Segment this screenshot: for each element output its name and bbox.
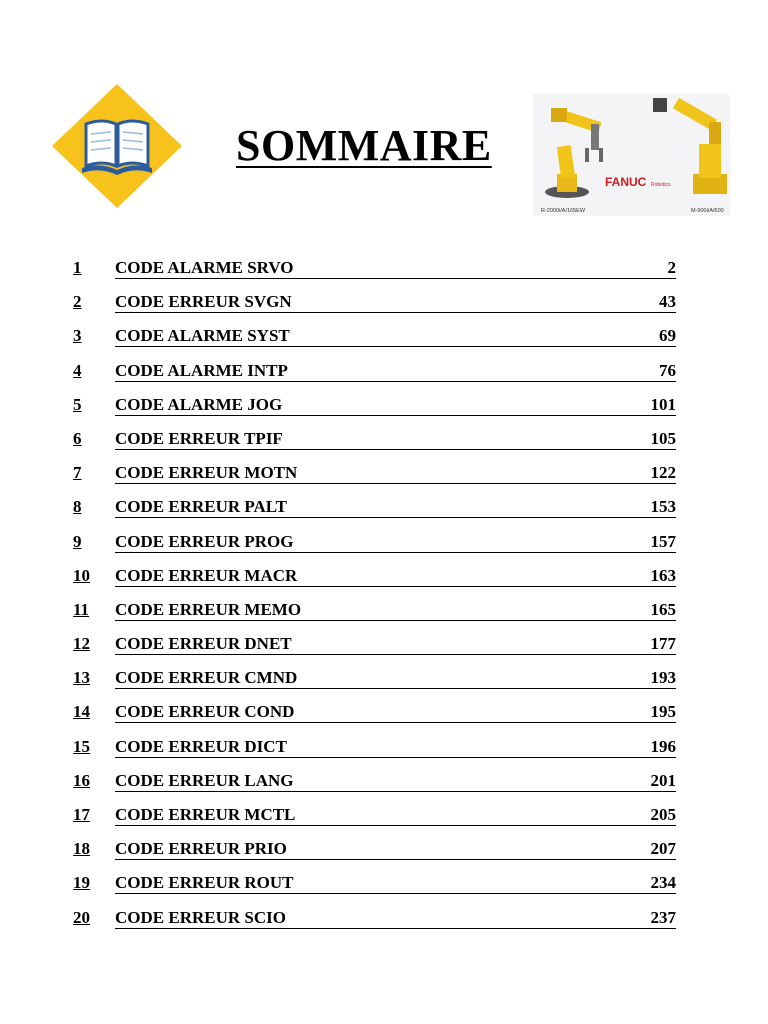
toc-row[interactable] xyxy=(73,805,676,839)
toc-row[interactable] xyxy=(73,839,676,873)
toc-number: 18 xyxy=(73,839,90,859)
toc-title: CODE ERREUR MOTN xyxy=(115,463,298,483)
toc-entry[interactable] xyxy=(115,668,676,689)
toc-page-number: 165 xyxy=(650,599,676,619)
caption-left: R-2000i/A/165EW xyxy=(541,208,586,214)
toc-entry[interactable] xyxy=(115,292,676,313)
toc-title: CODE ERREUR PROG xyxy=(115,531,294,551)
toc-row[interactable] xyxy=(73,463,676,497)
fanuc-brand-sub: Robotics xyxy=(651,182,671,188)
toc-page-number: 105 xyxy=(650,428,676,448)
toc-number: 19 xyxy=(73,873,90,893)
toc-title: CODE ERREUR COND xyxy=(115,702,295,722)
toc-entry[interactable] xyxy=(115,566,676,587)
toc-number: 5 xyxy=(73,394,82,414)
toc-entry[interactable] xyxy=(115,839,676,860)
toc-row[interactable] xyxy=(73,258,676,292)
toc-page-number: 207 xyxy=(650,839,676,859)
toc-number: 4 xyxy=(73,360,82,380)
toc-row[interactable] xyxy=(73,292,676,326)
toc-row[interactable] xyxy=(73,908,676,942)
toc-row[interactable] xyxy=(73,737,676,771)
toc-number: 2 xyxy=(73,292,82,312)
toc-entry[interactable] xyxy=(115,702,676,723)
toc-title: CODE ERREUR DICT xyxy=(115,736,287,756)
toc-row[interactable] xyxy=(73,566,676,600)
toc-page-number: 122 xyxy=(650,463,676,483)
toc-title: CODE ALARME SRVO xyxy=(115,258,294,277)
toc-entry[interactable] xyxy=(115,429,676,450)
toc-entry[interactable] xyxy=(115,737,676,758)
book-diamond-icon xyxy=(50,82,184,210)
toc-entry[interactable] xyxy=(115,361,676,382)
toc-number: 7 xyxy=(73,463,82,483)
toc-number: 3 xyxy=(73,326,82,346)
toc-row[interactable] xyxy=(73,326,676,360)
toc-number: 11 xyxy=(73,599,90,619)
toc-number: 9 xyxy=(73,531,82,551)
toc-title: CODE ERREUR MCTL xyxy=(115,805,296,824)
toc-page-number: 163 xyxy=(650,565,676,585)
toc-number: 12 xyxy=(73,634,90,654)
toc-page-number: 195 xyxy=(650,702,676,722)
toc-title: CODE ERREUR CMND xyxy=(115,668,298,688)
toc-page-number: 234 xyxy=(650,873,676,893)
toc-title: CODE ERREUR MACR xyxy=(115,565,298,585)
fanuc-brand: FANUC xyxy=(605,175,647,189)
toc-page-number: 101 xyxy=(650,394,676,414)
toc-entry[interactable] xyxy=(115,600,676,621)
toc-row[interactable] xyxy=(73,361,676,395)
toc-page-number: 157 xyxy=(650,531,676,551)
toc-row[interactable] xyxy=(73,668,676,702)
toc-number: 1 xyxy=(73,258,82,277)
toc-entry[interactable] xyxy=(115,326,676,347)
caption-right: M-900i/A/600 xyxy=(691,208,724,214)
toc-title: CODE ERREUR PALT xyxy=(115,497,287,517)
toc-page-number: 193 xyxy=(650,668,676,688)
toc-page-number: 201 xyxy=(650,770,676,790)
toc-number: 13 xyxy=(73,668,90,688)
toc-entry[interactable] xyxy=(115,463,676,484)
toc-row[interactable] xyxy=(73,702,676,736)
toc-row[interactable] xyxy=(73,771,676,805)
toc-title: CODE ALARME SYST xyxy=(115,326,290,346)
toc-entry[interactable] xyxy=(115,908,676,929)
toc-title: CODE ERREUR LANG xyxy=(115,770,294,790)
toc-page-number: 205 xyxy=(650,805,676,824)
toc-number: 6 xyxy=(73,428,82,448)
toc-number: 17 xyxy=(73,805,90,824)
toc-number: 16 xyxy=(73,770,90,790)
toc-page-number: 76 xyxy=(659,360,676,380)
toc-entry[interactable] xyxy=(115,532,676,553)
toc-entry[interactable] xyxy=(115,497,676,518)
toc-title: CODE ALARME INTP xyxy=(115,360,288,380)
toc-title: CODE ERREUR SCIO xyxy=(115,907,286,927)
toc-row[interactable] xyxy=(73,532,676,566)
toc-entry[interactable] xyxy=(115,873,676,894)
toc-title: CODE ERREUR DNET xyxy=(115,634,292,654)
toc-title: CODE ERREUR MEMO xyxy=(115,599,302,619)
toc-entry[interactable] xyxy=(115,771,676,792)
toc-entry[interactable] xyxy=(115,395,676,416)
toc-page-number: 237 xyxy=(650,907,676,927)
toc-row[interactable] xyxy=(73,395,676,429)
toc-number: 20 xyxy=(73,907,90,927)
toc-entry[interactable] xyxy=(115,634,676,655)
toc-row[interactable] xyxy=(73,497,676,531)
toc-row[interactable] xyxy=(73,429,676,463)
toc-number: 10 xyxy=(73,565,90,585)
toc-row[interactable] xyxy=(73,634,676,668)
toc-number: 15 xyxy=(73,736,90,756)
table-of-contents xyxy=(73,258,676,942)
toc-page-number: 2 xyxy=(667,258,676,277)
toc-row[interactable] xyxy=(73,873,676,907)
fanuc-robots-photo xyxy=(533,94,730,216)
toc-page-number: 69 xyxy=(659,326,676,346)
toc-title: CODE ERREUR ROUT xyxy=(115,873,294,893)
toc-title: CODE ALARME JOG xyxy=(115,394,283,414)
toc-title: CODE ERREUR SVGN xyxy=(115,292,292,312)
toc-entry[interactable] xyxy=(115,805,676,826)
toc-page-number: 153 xyxy=(650,497,676,517)
toc-title: CODE ERREUR TPIF xyxy=(115,428,283,448)
toc-page-number: 196 xyxy=(650,736,676,756)
toc-title: CODE ERREUR PRIO xyxy=(115,839,287,859)
toc-page-number: 43 xyxy=(659,292,676,312)
toc-number: 8 xyxy=(73,497,82,517)
toc-row[interactable] xyxy=(73,600,676,634)
page-title: SOMMAIRE xyxy=(236,121,492,170)
toc-entry[interactable] xyxy=(115,258,676,279)
toc-number: 14 xyxy=(73,702,90,722)
toc-page-number: 177 xyxy=(650,634,676,654)
